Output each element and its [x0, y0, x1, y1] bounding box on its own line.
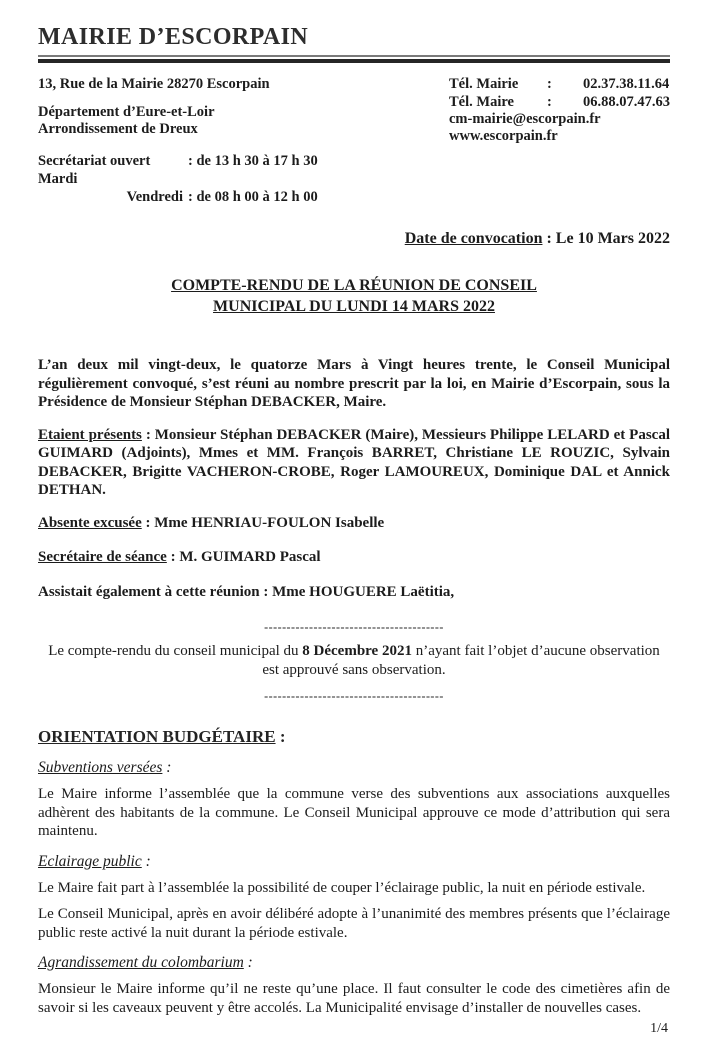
subsection-title-subventions: Subventions versées : [38, 759, 172, 776]
absent-label: Absente excusée [38, 514, 142, 531]
convocation-line [38, 230, 670, 248]
schedule-day-2: Vendredi [126, 189, 183, 205]
email-line: cm-mairie@escorpain.fr [449, 111, 601, 127]
body-paragraph: Monsieur le Maire informe qu’il ne reste qu’une place. Il faut consulter le code des cimetières afin de savoir si les caveaux peuvent y être accolés. La Municipalité envisage d’installer de nouvelles cases. [38, 981, 670, 1016]
subsection-title-colombarium: Agrandissement du colombarium : [38, 954, 253, 971]
department-line: Département d’Eure-et-Loir [38, 104, 215, 120]
convocation-label: Date de convocation [404, 230, 543, 247]
tel-maire-label: Tél. Maire [449, 94, 514, 110]
website-line: www.escorpain.fr [449, 128, 558, 144]
meeting-title-line1: COMPTE-RENDU DE LA RÉUNION DE CONSEIL [171, 277, 537, 294]
body-paragraph: Le Maire informe l’assemblée que la commune verse des subventions aux associations auxquelles adhèrent des habitants de la commune. Le Conseil Municipal approuve ce mode d’attribution qui sera maintenu. [38, 786, 670, 839]
header-info-left [38, 76, 270, 145]
body-paragraph: Le Conseil Municipal, après en avoir délibéré adopte à l’unanimité des membres présents que l’éclairage public reste activé la nuit durant la période estivale. [38, 906, 670, 941]
address-line: 13, Rue de la Mairie 28270 Escorpain [38, 76, 270, 92]
header-info-right [449, 76, 670, 145]
schedule-day-1: Secrétariat ouvert Mardi [38, 153, 151, 187]
attendees-label: Etaient présents [38, 426, 142, 443]
separator-dashes: ---------------------------------------- [264, 689, 444, 703]
tel-mairie-label: Tél. Mairie [449, 76, 519, 92]
header-info-row [38, 76, 670, 145]
page-number: 1/4 [650, 1021, 668, 1036]
attendees-paragraph: Etaient présents : Monsieur Stéphan DEBACKER (Maire), Messieurs Philippe LELARD et Pascal GUIMARD (Adjoints), Mmes et MM. François BARRET, Christiane LE ROUZIC, Sylvain DEBACKER, Brigitte VACHERON-CROBE, Roger LAMOUREUX, Dominique DAL et Annick DETHAN. [38, 426, 670, 498]
secretariat-schedule [38, 152, 670, 206]
body-paragraph: Le Maire fait part à l’assemblée la possibilité de couper l’éclairage public, la nuit en période estivale. [38, 879, 646, 896]
tel-maire-separator: : [547, 94, 552, 110]
assist-line: Assistait également à cette réunion : Mme HOUGUERE Laëtitia, [38, 583, 455, 600]
convocation-value: : Le 10 Mars 2022 [542, 230, 670, 247]
contact-block [449, 76, 670, 111]
schedule-hours-1: : de 13 h 30 à 17 h 30 [188, 153, 318, 169]
schedule-hours-2: : de 08 h 00 à 12 h 00 [188, 189, 318, 205]
header-rule [38, 55, 670, 63]
intro-paragraph: L’an deux mil vingt-deux, le quatorze Mars à Vingt heures trente, le Conseil Municipal régulièrement convoqué, s’est réuni au nombre prescrit par la loi, en Mairie d’Escorpain, sous la Présidence de Monsieur Stéphan DEBACKER, Maire. [38, 357, 670, 410]
org-name: MAIRIE D’ESCORPAIN [38, 24, 309, 50]
meeting-title [38, 275, 670, 317]
approval-paragraph: Le compte-rendu du conseil municipal du 8 Décembre 2021 n’ayant fait l’objet d’aucune observation est approuvé sans observation. [48, 643, 660, 678]
tel-mairie-value: 02.37.38.11.64 [583, 76, 670, 92]
tel-mairie-separator: : [547, 76, 552, 92]
meeting-title-line2: MUNICIPAL DU LUNDI 14 MARS 2022 [213, 298, 495, 315]
separator-dashes: ---------------------------------------- [264, 620, 444, 634]
absent-line: Absente excusée : Mme HENRIAU-FOULON Isabelle [38, 514, 385, 531]
section-heading: ORIENTATION BUDGÉTAIRE : [38, 727, 286, 746]
secretary-label: Secrétaire de séance [38, 549, 167, 565]
secretary-line: Secrétaire de séance : M. GUIMARD Pascal [38, 549, 321, 565]
approval-date: 8 Décembre 2021 [302, 643, 412, 659]
tel-maire-value: 06.88.07.47.63 [583, 94, 670, 110]
arrondissement-line: Arrondissement de Dreux [38, 121, 198, 137]
subsection-title-eclairage: Eclairage public : [38, 852, 151, 870]
